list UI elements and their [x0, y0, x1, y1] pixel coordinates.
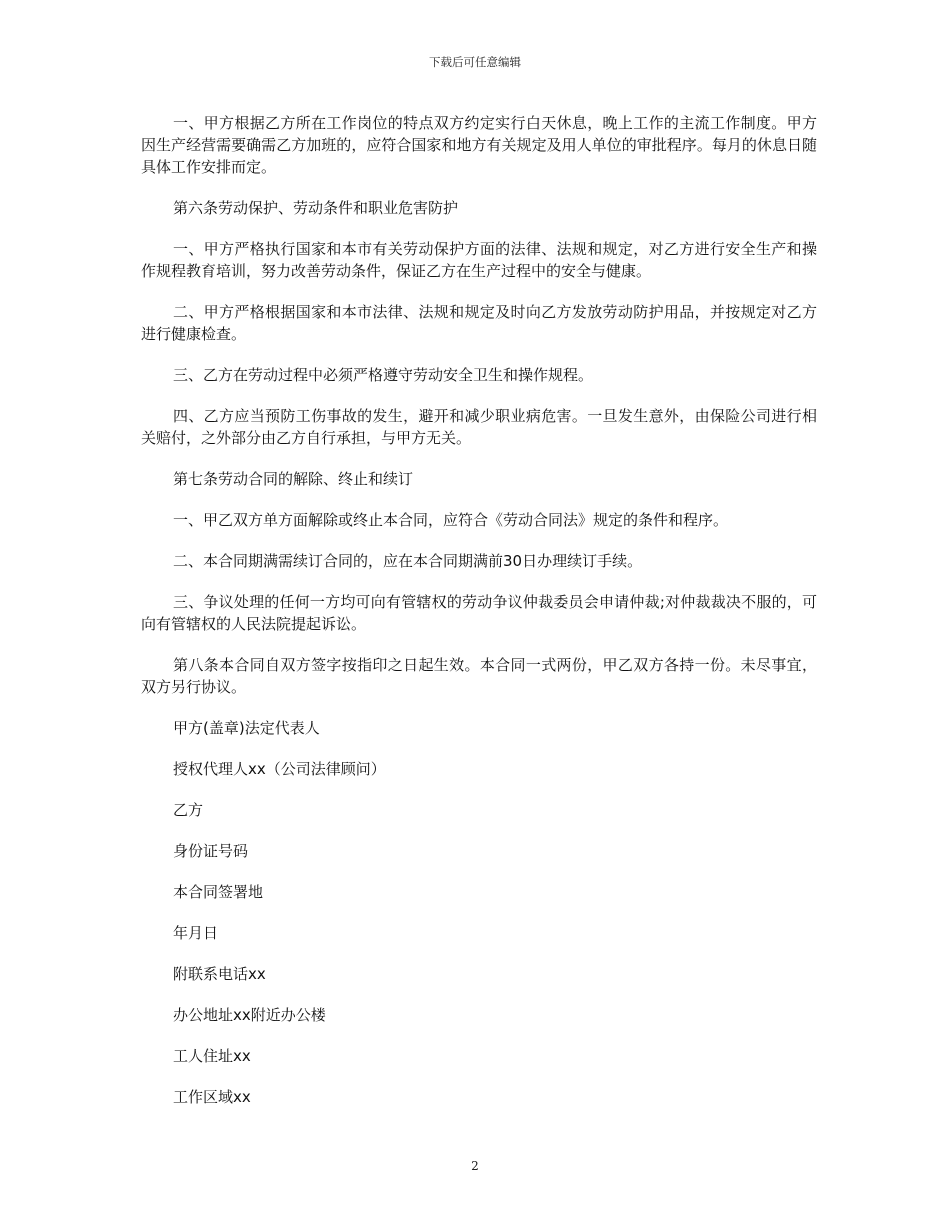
contact-phone: 附联系电话xx [173, 965, 266, 983]
page-header: 下载后可任意编辑 [429, 55, 521, 69]
heading-article-7: 第七条劳动合同的解除、终止和续订 [173, 470, 414, 488]
paragraph-labor-protection-2: 二、甲方严格根据国家和本市法律、法规和规定及时向乙方发放劳动防护用品，并按规定对乙方进行健康检查。 [141, 303, 817, 343]
worker-address: 工人住址xx [173, 1047, 251, 1065]
paragraph-labor-protection-3: 三、乙方在劳动过程中必须严格遵守劳动安全卫生和操作规程。 [173, 366, 594, 384]
paragraph-termination-1: 一、甲乙双方单方面解除或终止本合同，应符合《劳动合同法》规定的条件和程序。 [173, 511, 729, 529]
office-address: 办公地址xx附近办公楼 [173, 1006, 326, 1024]
paragraph-labor-protection-4: 四、乙方应当预防工伤事故的发生，避开和减少职业病危害。一旦发生意外，由保险公司进行相关赔付，之外部分由乙方自行承担，与甲方无关。 [141, 407, 817, 447]
page-number: 2 [471, 1159, 479, 1173]
paragraph-termination-3: 三、争议处理的任何一方均可向有管辖权的劳动争议仲裁委员会申请仲裁;对仲裁裁决不服的，可向有管辖权的人民法院提起诉讼。 [141, 593, 817, 633]
signature-id-number: 身份证号码 [173, 842, 249, 860]
signature-date: 年月日 [173, 924, 219, 942]
paragraph-termination-2: 二、本合同期满需续订合同的，应在本合同期满前30日办理续订手续。 [173, 552, 643, 570]
signature-authorized-agent: 授权代理人xx（公司法律顾问） [173, 760, 386, 778]
signature-signing-place: 本合同签署地 [173, 883, 264, 901]
paragraph-labor-protection-1: 一、甲方严格执行国家和本市有关劳动保护方面的法律、法规和规定，对乙方进行安全生产和操作规程教育培训，努力改善劳动条件，保证乙方在生产过程中的安全与健康。 [141, 240, 817, 280]
document-body [141, 112, 817, 1127]
paragraph-rest-day-schedule: 一、甲方根据乙方所在工作岗位的特点双方约定实行白天休息，晚上工作的主流工作制度。甲方因生产经营需要确需乙方加班的，应符合国家和地方有关规定及用人单位的审批程序。每月的休息日随具体工作安排而定。 [141, 114, 817, 176]
signature-party-b: 乙方 [173, 801, 204, 819]
signature-party-a: 甲方(盖章)法定代表人 [173, 719, 320, 737]
heading-article-6: 第六条劳动保护、劳动条件和职业危害防护 [173, 199, 459, 217]
paragraph-article-8: 第八条本合同自双方签字按指印之日起生效。本合同一式两份，甲乙双方各持一份。未尽事宜，双方另行协议。 [141, 656, 817, 696]
work-area: 工作区域xx [173, 1088, 251, 1106]
